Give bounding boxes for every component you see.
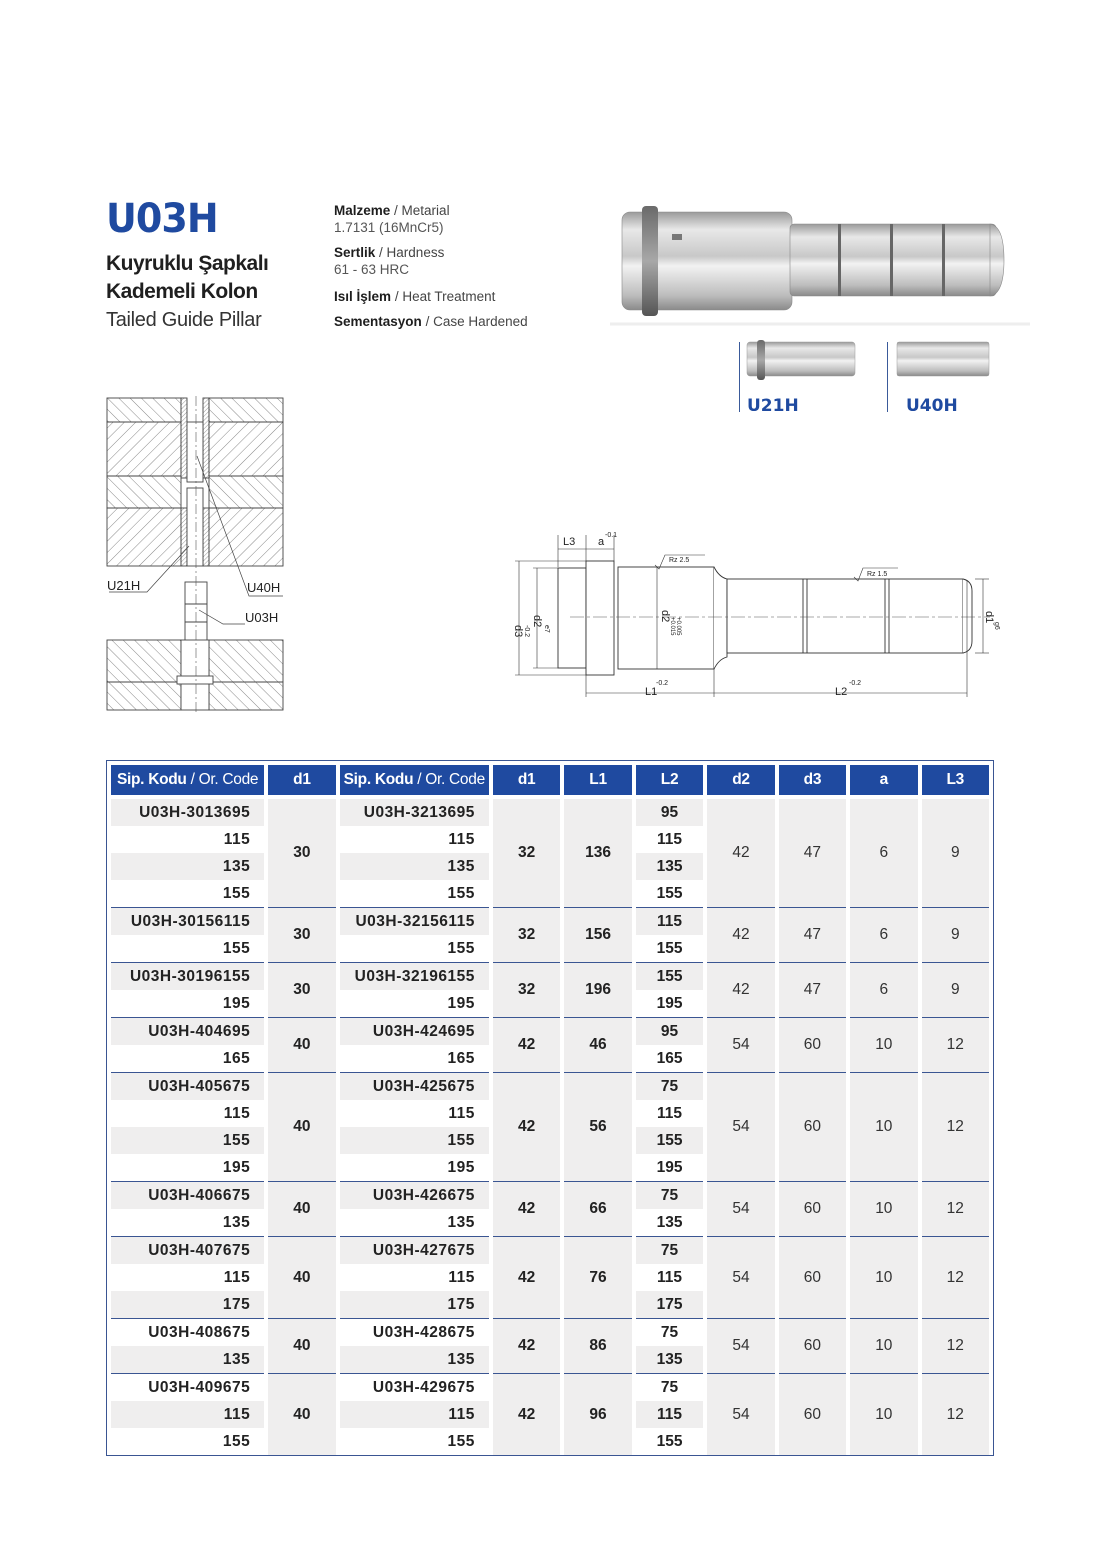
- spec-label-en: / Case Hardened: [425, 314, 528, 329]
- d1-cell: 30: [268, 907, 335, 962]
- d1-cell: 40: [268, 1181, 335, 1236]
- d3-cell: 47: [779, 799, 846, 907]
- spec-material: [334, 202, 528, 236]
- a-cell: 6: [850, 907, 917, 962]
- d3-cell: 60: [779, 1318, 846, 1373]
- order-code-cell: 115: [111, 1401, 264, 1428]
- order-code-cell: U03H-407675: [111, 1236, 264, 1264]
- d1-cell: 40: [268, 1072, 335, 1181]
- dim-d3-tol: -0.2: [523, 625, 530, 638]
- d2-cell: 54: [707, 1236, 774, 1318]
- order-code-cell: 155: [111, 1127, 264, 1154]
- table-row: [111, 1318, 989, 1346]
- d1-cell-2: 32: [493, 907, 560, 962]
- d3-cell: 60: [779, 1236, 846, 1318]
- assembly-section-drawing: [105, 396, 285, 712]
- order-code-cell: 115: [111, 1264, 264, 1291]
- d1-cell-2: 42: [493, 1373, 560, 1455]
- l2-cell: 95: [636, 1017, 704, 1045]
- d1-cell: 40: [268, 1318, 335, 1373]
- spec-label: Sertlik: [334, 245, 376, 260]
- order-code-cell-2: 115: [340, 1100, 489, 1127]
- l2-cell: 75: [636, 1318, 704, 1346]
- l3-cell: 12: [922, 1072, 989, 1181]
- order-code-cell-2: 155: [340, 1127, 489, 1154]
- dim-l3: L3: [563, 536, 576, 548]
- l3-cell: 12: [922, 1181, 989, 1236]
- order-code-cell-2: U03H-3213695: [340, 799, 489, 826]
- order-code-cell: 135: [111, 1346, 264, 1373]
- table-row: [111, 1236, 989, 1264]
- header-order-code-2: Sip. Kodu / Or. Code: [340, 761, 489, 799]
- order-code-cell-2: U03H-426675: [340, 1181, 489, 1209]
- product-title-tr: [106, 250, 268, 306]
- l2-cell: 155: [636, 880, 704, 907]
- l2-cell: 175: [636, 1291, 704, 1318]
- order-code-cell-2: 155: [340, 935, 489, 962]
- l3-cell: 9: [922, 907, 989, 962]
- order-code-cell: U03H-406675: [111, 1181, 264, 1209]
- d2-cell: 42: [707, 799, 774, 907]
- product-title-tr-line1: Kuyruklu Şapkalı: [106, 252, 269, 275]
- divider: [887, 342, 888, 412]
- related-label-u21h: U21H: [747, 396, 799, 416]
- order-code-cell: 115: [111, 826, 264, 853]
- order-code-cell-2: 115: [340, 1264, 489, 1291]
- dim-d1: d1: [983, 611, 995, 624]
- dim-d3: d3: [512, 625, 524, 638]
- order-code-cell: 165: [111, 1045, 264, 1072]
- d3-cell: 60: [779, 1072, 846, 1181]
- l1-cell: 76: [564, 1236, 632, 1318]
- order-code-cell: 195: [111, 990, 264, 1017]
- d1-cell: 30: [268, 962, 335, 1017]
- order-code-cell: U03H-408675: [111, 1318, 264, 1346]
- spec-label: Sementasyon: [334, 314, 422, 329]
- d1-cell-2: 42: [493, 1072, 560, 1181]
- spec-label-en: / Heat Treatment: [394, 289, 496, 304]
- dim-l1-tol: -0.2: [656, 680, 669, 687]
- l2-cell: 75: [636, 1373, 704, 1401]
- order-code-cell-2: 115: [340, 1401, 489, 1428]
- table-row: [111, 799, 989, 826]
- order-code-cell: 155: [111, 935, 264, 962]
- order-code-cell-2: 115: [340, 826, 489, 853]
- d1-cell: 40: [268, 1373, 335, 1455]
- l1-cell: 56: [564, 1072, 632, 1181]
- order-code-cell: U03H-404695: [111, 1017, 264, 1045]
- order-code-cell-2: 165: [340, 1045, 489, 1072]
- spec-hardness: [334, 244, 528, 278]
- header-l2: L2: [636, 761, 704, 799]
- header-d1-2: d1: [493, 761, 560, 799]
- order-code-cell: U03H-409675: [111, 1373, 264, 1401]
- order-code-cell: 155: [111, 1428, 264, 1455]
- header-l1: L1: [564, 761, 632, 799]
- order-code-cell-2: U03H-424695: [340, 1017, 489, 1045]
- dim-d2-tail-tol: e7: [543, 625, 550, 633]
- pillar-shape: [622, 206, 1004, 316]
- d1-cell: 40: [268, 1236, 335, 1318]
- product-title-tr-line2: Kademeli Kolon: [106, 280, 258, 303]
- d2-cell: 54: [707, 1017, 774, 1072]
- dim-l2: L2: [835, 686, 848, 698]
- label-u40h: U40H: [247, 580, 281, 595]
- d2-cell: 54: [707, 1373, 774, 1455]
- a-cell: 6: [850, 962, 917, 1017]
- d2-cell: 42: [707, 907, 774, 962]
- a-cell: 10: [850, 1181, 917, 1236]
- d1-cell-2: 42: [493, 1318, 560, 1373]
- order-code-cell-2: 135: [340, 853, 489, 880]
- l2-cell: 75: [636, 1181, 704, 1209]
- dim-d2: d2: [659, 610, 671, 623]
- order-code-cell: 135: [111, 853, 264, 880]
- order-code-cell-2: 155: [340, 1428, 489, 1455]
- product-photo: [600, 200, 1050, 330]
- spec-value: 61 - 63 HRC: [334, 262, 410, 277]
- label-u21h: U21H: [107, 578, 141, 593]
- d3-cell: 60: [779, 1017, 846, 1072]
- l1-cell: 96: [564, 1373, 632, 1455]
- d3-cell: 60: [779, 1373, 846, 1455]
- header-a: a: [850, 761, 917, 799]
- a-cell: 10: [850, 1236, 917, 1318]
- l2-cell: 75: [636, 1236, 704, 1264]
- l2-cell: 115: [636, 1100, 704, 1127]
- spec-list: [334, 202, 528, 338]
- d1-cell-2: 32: [493, 799, 560, 907]
- order-code-cell-2: U03H-32196155: [340, 962, 489, 990]
- d1-cell: 40: [268, 1017, 335, 1072]
- table-row: [111, 962, 989, 990]
- order-code-cell: 135: [111, 1209, 264, 1236]
- d1-cell-2: 42: [493, 1236, 560, 1318]
- order-code-cell-2: 135: [340, 1209, 489, 1236]
- l1-cell: 136: [564, 799, 632, 907]
- l2-cell: 135: [636, 1209, 704, 1236]
- d2-cell: 54: [707, 1072, 774, 1181]
- spec-value: 1.7131 (16MnCr5): [334, 220, 444, 235]
- dim-d2-tol-lower: +0.005: [675, 617, 681, 636]
- a-cell: 10: [850, 1072, 917, 1181]
- dim-a: a: [598, 536, 605, 548]
- l2-cell: 165: [636, 1045, 704, 1072]
- l2-cell: 115: [636, 1264, 704, 1291]
- related-photo-u40h: [895, 340, 991, 380]
- order-code-cell: 115: [111, 1100, 264, 1127]
- spec-label-en: / Metarial: [394, 203, 450, 218]
- order-code-cell: U03H-405675: [111, 1072, 264, 1100]
- table-row: [111, 1373, 989, 1401]
- spec-case-hardened: [334, 313, 528, 330]
- l3-cell: 12: [922, 1017, 989, 1072]
- label-u03h: U03H: [245, 610, 279, 625]
- roughness-rz25: Rz 2.5: [669, 557, 690, 564]
- l2-cell: 195: [636, 1154, 704, 1181]
- table-row: [111, 1072, 989, 1100]
- dimension-drawing: [505, 525, 1000, 705]
- divider: [739, 342, 740, 412]
- l1-cell: 86: [564, 1318, 632, 1373]
- dim-d1-tol: g6: [993, 622, 1000, 630]
- header-d3: d3: [779, 761, 846, 799]
- l1-cell: 196: [564, 962, 632, 1017]
- l2-cell: 75: [636, 1072, 704, 1100]
- header-l3: L3: [922, 761, 989, 799]
- order-code-cell-2: U03H-427675: [340, 1236, 489, 1264]
- l3-cell: 12: [922, 1236, 989, 1318]
- table-body: [111, 799, 989, 1455]
- header-order-code: Sip. Kodu / Or. Code: [111, 761, 264, 799]
- l2-cell: 135: [636, 853, 704, 880]
- l3-cell: 12: [922, 1318, 989, 1373]
- l2-cell: 155: [636, 935, 704, 962]
- order-code-cell-2: 195: [340, 990, 489, 1017]
- order-code-cell: 195: [111, 1154, 264, 1181]
- spec-label: Malzeme: [334, 203, 391, 218]
- d1-cell-2: 42: [493, 1017, 560, 1072]
- d3-cell: 47: [779, 962, 846, 1017]
- dim-d2-tail: d2: [531, 615, 543, 628]
- a-cell: 6: [850, 799, 917, 907]
- order-code-cell: U03H-30196155: [111, 962, 264, 990]
- header-d1: d1: [268, 761, 335, 799]
- l2-cell: 115: [636, 1401, 704, 1428]
- l3-cell: 9: [922, 962, 989, 1017]
- order-code-cell-2: U03H-429675: [340, 1373, 489, 1401]
- table-row: [111, 1181, 989, 1209]
- a-cell: 10: [850, 1017, 917, 1072]
- l3-cell: 9: [922, 799, 989, 907]
- spec-label: Isıl İşlem: [334, 289, 392, 304]
- table-row: [111, 1017, 989, 1045]
- l1-cell: 66: [564, 1181, 632, 1236]
- l1-cell: 46: [564, 1017, 632, 1072]
- roughness-rz15: Rz 1.5: [867, 571, 888, 578]
- order-code-cell: 155: [111, 880, 264, 907]
- order-code-cell-2: U03H-428675: [340, 1318, 489, 1346]
- order-code-cell: U03H-3013695: [111, 799, 264, 826]
- l1-cell: 156: [564, 907, 632, 962]
- order-code-cell-2: U03H-425675: [340, 1072, 489, 1100]
- d1-cell-2: 32: [493, 962, 560, 1017]
- d3-cell: 47: [779, 907, 846, 962]
- d3-cell: 60: [779, 1181, 846, 1236]
- d2-cell: 42: [707, 962, 774, 1017]
- dim-l1: L1: [645, 686, 658, 698]
- l2-cell: 195: [636, 990, 704, 1017]
- dim-l2-tol: -0.2: [849, 680, 862, 687]
- related-photo-u21h: [745, 340, 857, 380]
- dim-d2-tol-upper: +0.015: [669, 617, 675, 636]
- table-header-row: [111, 761, 989, 799]
- l3-cell: 12: [922, 1373, 989, 1455]
- order-code-cell: U03H-30156115: [111, 907, 264, 935]
- header-d2: d2: [707, 761, 774, 799]
- order-code-cell-2: 155: [340, 880, 489, 907]
- related-label-u40h: U40H: [906, 396, 958, 416]
- l2-cell: 95: [636, 799, 704, 826]
- l2-cell: 155: [636, 1127, 704, 1154]
- order-code-cell-2: 195: [340, 1154, 489, 1181]
- l2-cell: 115: [636, 826, 704, 853]
- spec-heat-treatment: [334, 288, 528, 305]
- a-cell: 10: [850, 1373, 917, 1455]
- order-code-cell-2: U03H-32156115: [340, 907, 489, 935]
- spec-label-en: / Hardness: [379, 245, 445, 260]
- l2-cell: 115: [636, 907, 704, 935]
- d2-cell: 54: [707, 1318, 774, 1373]
- product-code-title: U03H: [106, 196, 218, 242]
- d1-cell-2: 42: [493, 1181, 560, 1236]
- order-code-cell-2: 175: [340, 1291, 489, 1318]
- table-row: [111, 907, 989, 935]
- order-code-cell-2: 135: [340, 1346, 489, 1373]
- l2-cell: 155: [636, 1428, 704, 1455]
- d1-cell: 30: [268, 799, 335, 907]
- dim-a-tol: -0.1: [605, 532, 618, 539]
- product-title-en: Tailed Guide Pillar: [106, 309, 262, 331]
- order-code-cell: 175: [111, 1291, 264, 1318]
- order-code-table: [106, 760, 994, 1456]
- a-cell: 10: [850, 1318, 917, 1373]
- d2-cell: 54: [707, 1181, 774, 1236]
- l2-cell: 155: [636, 962, 704, 990]
- l2-cell: 135: [636, 1346, 704, 1373]
